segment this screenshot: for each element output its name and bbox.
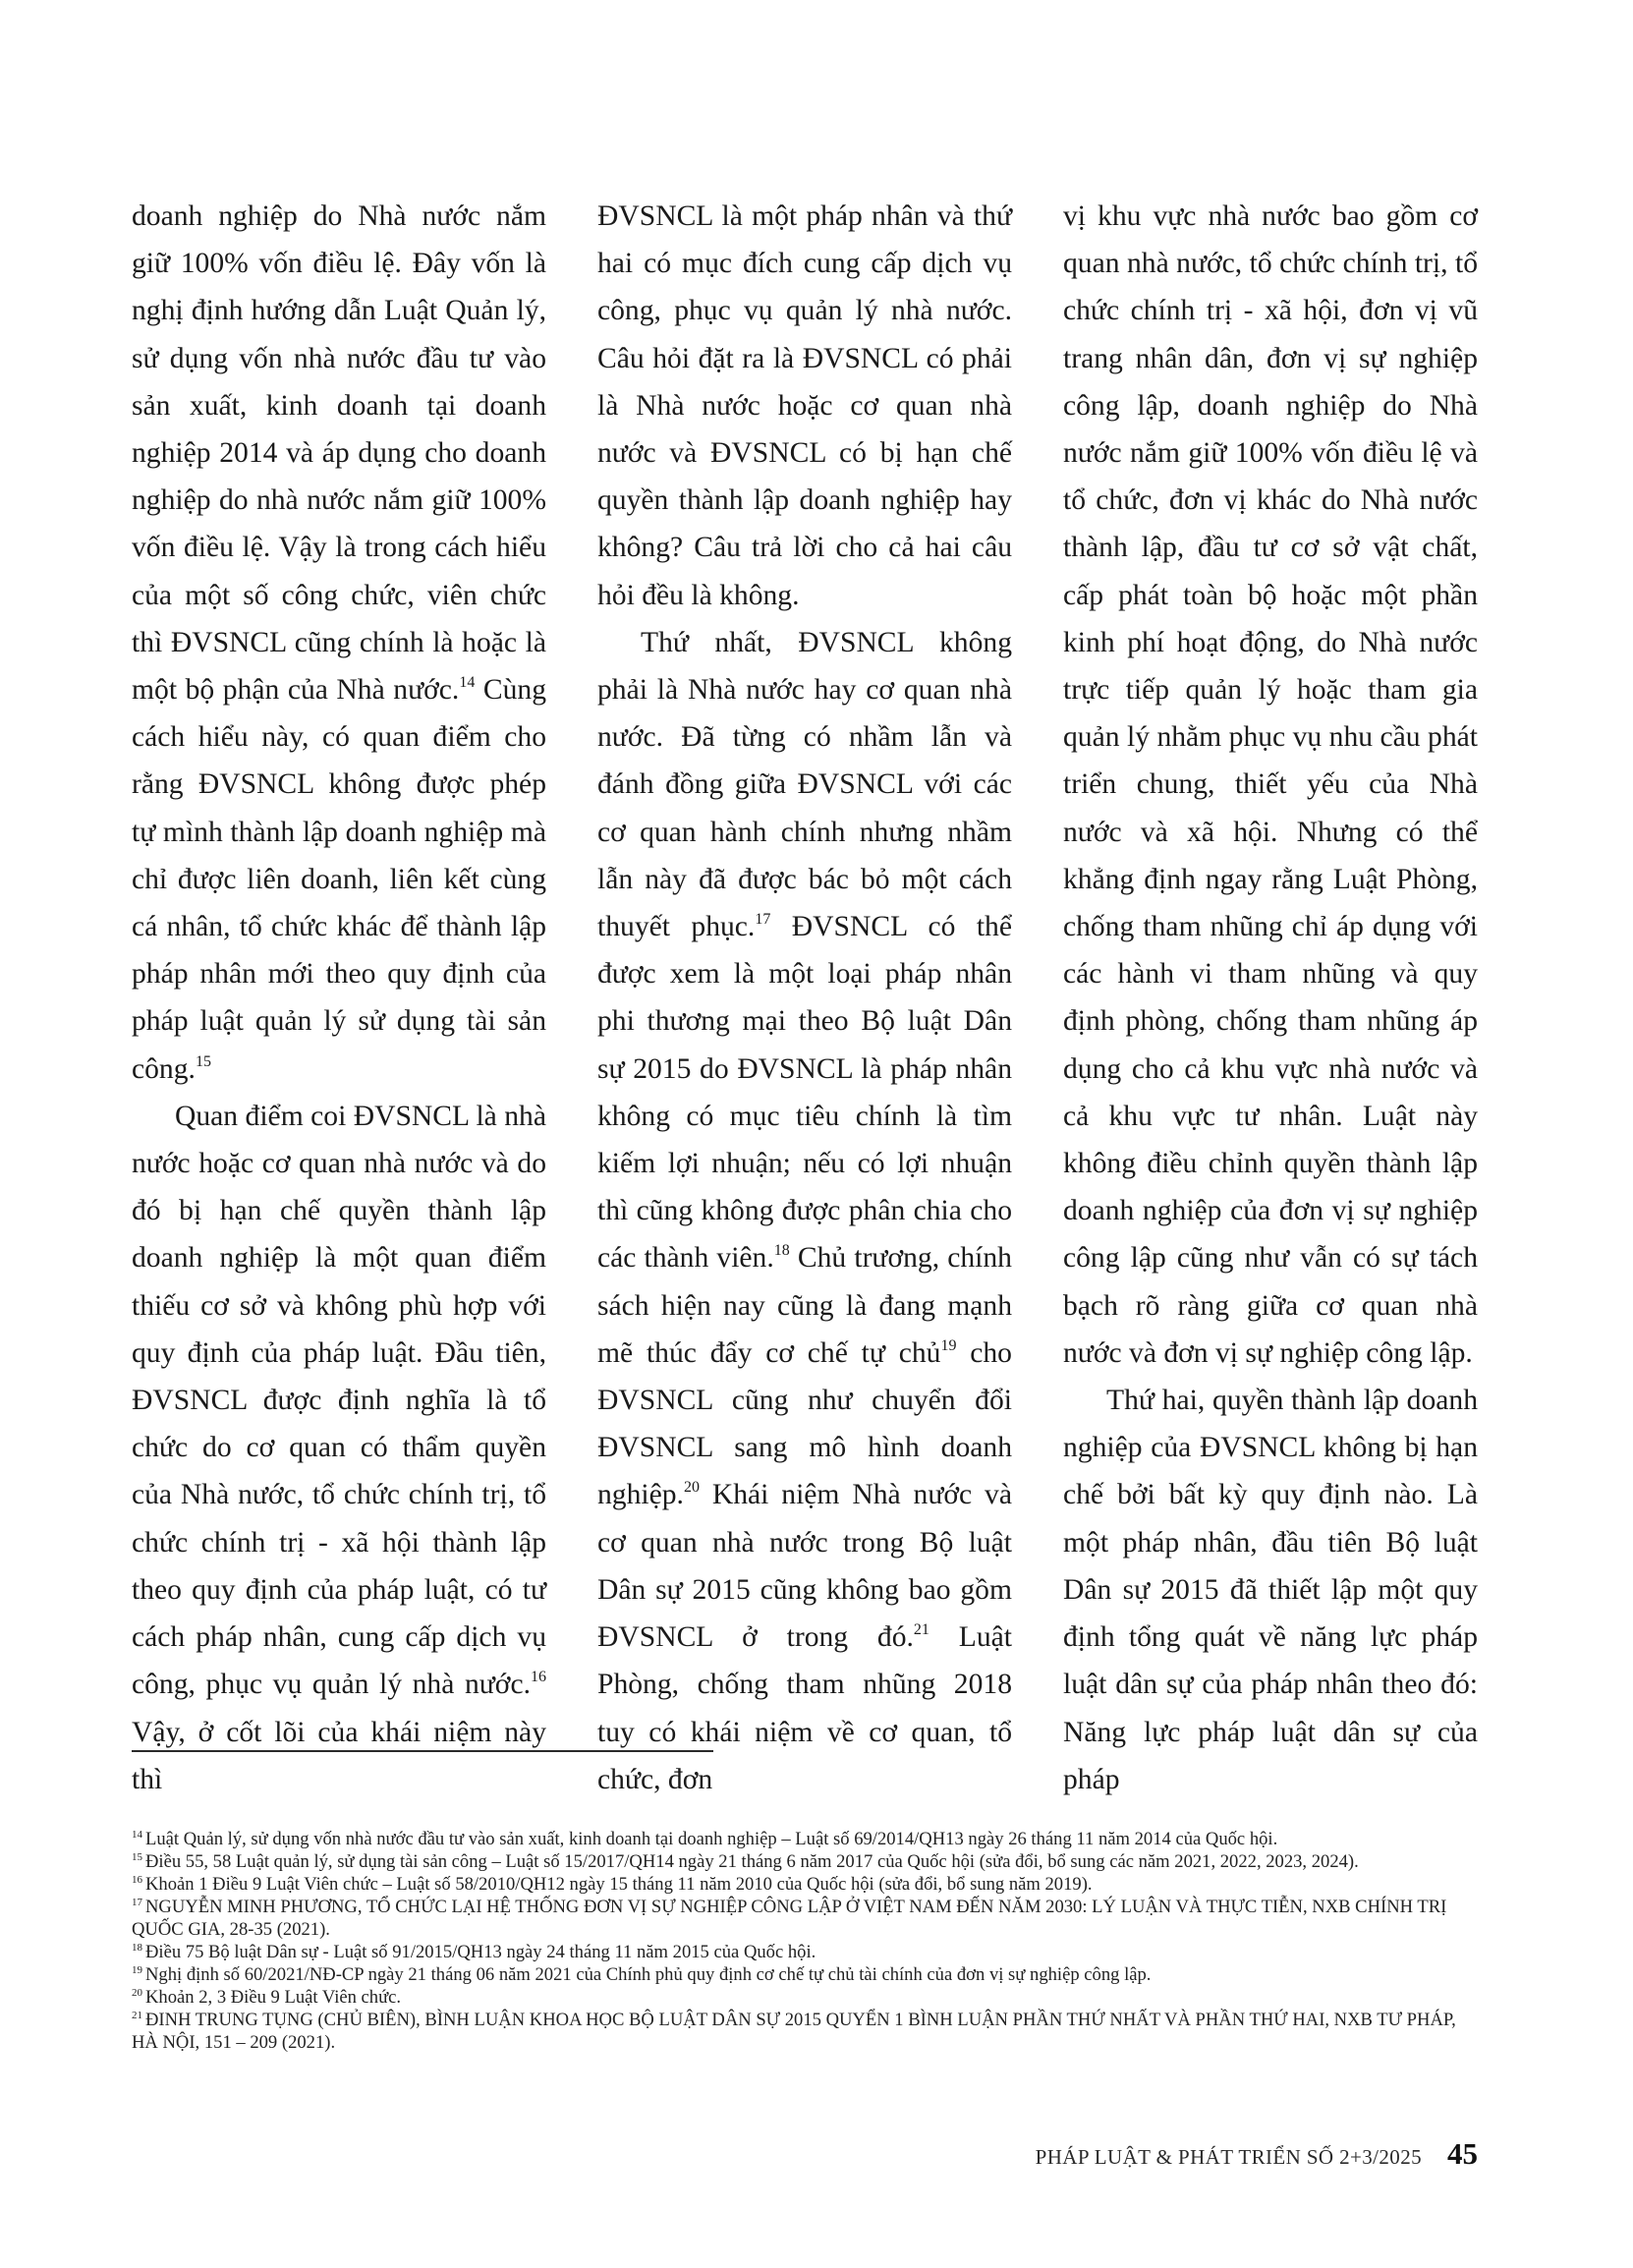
footnote-ref: 17 xyxy=(755,911,771,929)
page-number: 45 xyxy=(1447,2136,1478,2171)
footnote-text: Nghị định số 60/2021/NĐ-CP ngày 21 tháng 06 năm 2021 của Chính phủ quy định cơ chế tự chủ tài chính của đơn vị sự nghiệp công lập. xyxy=(145,1964,1152,1985)
text-column-1 xyxy=(132,193,546,1795)
paragraph-text: Luật Phòng, chống tham nhũng 2018 tuy có khái niệm về cơ quan, tổ chức, đơn xyxy=(597,1621,1012,1795)
paragraph-text: ĐVSNCL có thể được xem là một loại pháp nhân phi thương mại theo Bộ luật Dân sự 2015 do ĐVSNCL là pháp nhân không có mục tiêu chính là tìm kiếm lợi nhuận; nếu có lợi nhuận thì cũng không được phân chia cho các thành viên. xyxy=(597,911,1012,1275)
footnote xyxy=(132,1986,1478,2009)
footnote-ref: 16 xyxy=(531,1669,546,1686)
paragraph-text: cho ĐVSNCL cũng như chuyển đổi ĐVSNCL sang mô hình doanh nghiệp. xyxy=(597,1336,1012,1511)
footnote-number: 16 xyxy=(132,1874,142,1886)
footnote xyxy=(132,1850,1478,1873)
footnote xyxy=(132,2009,1478,2054)
footnote-ref: 15 xyxy=(195,1052,211,1070)
paragraph xyxy=(597,193,1012,619)
paragraph xyxy=(132,1093,546,1803)
paragraph xyxy=(1063,1377,1478,1803)
footnote-number: 14 xyxy=(132,1829,142,1841)
footnote-number: 15 xyxy=(132,1851,142,1863)
footnote-number: 21 xyxy=(132,2010,142,2021)
footnote-ref: 14 xyxy=(459,674,476,692)
footnote xyxy=(132,1873,1478,1896)
footnote-text: NGUYỄN MINH PHƯƠNG, TỔ CHỨC LẠI HỆ THỐNG ĐƠN VỊ SỰ NGHIỆP CÔNG LẬP Ở VIỆT NAM ĐẾN NĂM 2030: LÝ LUẬN VÀ THỰC TIỄN, NXB CHÍNH TRỊ QUỐC GIA, 28-35 (2021). xyxy=(132,1897,1447,1940)
paragraph-text: Thứ nhất, ĐVSNCL không phải là Nhà nước hay cơ quan nhà nước. Đã từng có nhầm lẫn và đánh đồng giữa ĐVSNCL với các cơ quan hành chính nhưng nhầm lẫn này đã được bác bỏ một cách thuyết phục. xyxy=(597,626,1012,943)
footnote-text: Khoản 2, 3 Điều 9 Luật Viên chức. xyxy=(145,1987,402,2008)
paragraph-text: Chủ trương, chính sách hiện nay cũng là đang mạnh mẽ thúc đẩy cơ chế tự chủ xyxy=(597,1242,1012,1369)
paragraph-text: doanh nghiệp do Nhà nước nắm giữ 100% vốn điều lệ. Đây vốn là nghị định hướng dẫn Luật Quản lý, sử dụng vốn nhà nước đầu tư vào sản xuất, kinh doanh tại doanh nghiệp 2014 và áp dụng cho doanh nghiệp do nhà nước nắm giữ 100% vốn điều lệ. Vậy là trong cách hiểu của một số công chức, viên chức thì ĐVSNCL cũng chính là hoặc là một bộ phận của Nhà nước. xyxy=(132,200,546,707)
page-footer xyxy=(1036,2136,1478,2172)
footnote-number: 18 xyxy=(132,1942,142,1954)
footnote-text: Khoản 1 Điều 9 Luật Viên chức – Luật số 58/2010/QH12 ngày 15 tháng 11 năm 2010 của Quốc hội (sửa đổi, bổ sung năm 2019). xyxy=(145,1874,1093,1895)
journal-title: PHÁP LUẬT & PHÁT TRIỂN SỐ 2+3/2025 xyxy=(1035,2145,1422,2169)
footnote-text: Điều 55, 58 Luật quản lý, sử dụng tài sản công – Luật số 15/2017/QH14 ngày 21 tháng 6 năm 2017 của Quốc hội (sửa đổi, bổ sung các năm 2021, 2022, 2023, 2024). xyxy=(145,1851,1359,1872)
footnote-ref: 21 xyxy=(913,1621,929,1639)
paragraph xyxy=(1063,193,1478,1377)
footnote-ref: 18 xyxy=(773,1242,790,1260)
paragraph xyxy=(132,193,546,1093)
footnotes xyxy=(132,1828,1478,2054)
footnote xyxy=(132,1828,1478,1850)
paragraph-text: ĐVSNCL là một pháp nhân và thứ hai có mục đích cung cấp dịch vụ công, phục vụ quản lý nhà nước. Câu hỏi đặt ra là ĐVSNCL có phải là Nhà nước hoặc cơ quan nhà nước và ĐVSNCL có bị hạn chế quyền thành lập doanh nghiệp hay không? Câu trả lời cho cả hai câu hỏi đều là không. xyxy=(597,200,1012,611)
text-column-3 xyxy=(1063,193,1478,1795)
footnote xyxy=(132,1941,1478,1963)
footnote-text: Điều 75 Bộ luật Dân sự - Luật số 91/2015/QH13 ngày 24 tháng 11 năm 2015 của Quốc hội. xyxy=(145,1942,816,1962)
paragraph-text: vị khu vực nhà nước bao gồm cơ quan nhà nước, tổ chức chính trị, tổ chức chính trị - xã hội, đơn vị vũ trang nhân dân, đơn vị sự nghiệp công lập, doanh nghiệp do Nhà nước nắm giữ 100% vốn điều lệ và tổ chức, đơn vị khác do Nhà nước thành lập, đầu tư cơ sở vật chất, cấp phát toàn bộ hoặc một phần kinh phí hoạt động, do Nhà nước trực tiếp quản lý hoặc tham gia quản lý nhằm phục vụ nhu cầu phát triển chung, thiết yếu của Nhà nước và xã hội. Nhưng có thể khẳng định ngay rằng Luật Phòng, chống tham nhũng chỉ áp dụng với các hành vi tham nhũng và quy định phòng, chống tham nhũng áp dụng cho cả khu vực nhà nước và cả khu vực tư nhân. Luật này không điều chỉnh quyền thành lập doanh nghiệp của đơn vị sự nghiệp công lập cũng như vẫn có sự tách bạch rõ ràng giữa cơ quan nhà nước và đơn vị sự nghiệp công lập. xyxy=(1063,200,1478,1369)
paragraph-text: Thứ hai, quyền thành lập doanh nghiệp của ĐVSNCL không bị hạn chế bởi bất kỳ quy định nào. Là một pháp nhân, đầu tiên Bộ luật Dân sự 2015 đã thiết lập một quy định tổng quát về năng lực pháp luật dân sự của pháp nhân theo đó: Năng lực pháp luật dân sự của pháp xyxy=(1063,1385,1478,1795)
paragraph-text: Cùng cách hiểu này, có quan điểm cho rằng ĐVSNCL không được phép tự mình thành lập doanh nghiệp mà chỉ được liên doanh, liên kết cùng cá nhân, tổ chức khác để thành lập pháp nhân mới theo quy định của pháp luật quản lý sử dụng tài sản công. xyxy=(132,674,546,1085)
footnote-ref: 20 xyxy=(683,1479,700,1497)
paragraph-text: Quan điểm coi ĐVSNCL là nhà nước hoặc cơ quan nhà nước và do đó bị hạn chế quyền thành lập doanh nghiệp là một quan điểm thiếu cơ sở và không phù hợp với quy định của pháp luật. Đầu tiên, ĐVSNCL được định nghĩa là tổ chức do cơ quan có thẩm quyền của Nhà nước, tổ chức chính trị, tổ chức chính trị - xã hội thành lập theo quy định của pháp luật, có tư cách pháp nhân, cung cấp dịch vụ công, phục vụ quản lý nhà nước. xyxy=(132,1100,546,1701)
footnote-text: ĐINH TRUNG TỤNG (CHỦ BIÊN), BÌNH LUẬN KHOA HỌC BỘ LUẬT DÂN SỰ 2015 QUYỂN 1 BÌNH LUẬN PHẦN THỨ NHẤT VÀ PHẦN THỨ HAI, NXB TƯ PHÁP, HÀ NỘI, 151 – 209 (2021). xyxy=(132,2010,1456,2053)
footnote xyxy=(132,1963,1478,1986)
footnote xyxy=(132,1896,1478,1941)
text-column-2 xyxy=(597,193,1012,1795)
paragraph xyxy=(597,619,1012,1803)
article-body xyxy=(132,193,1478,1795)
footnote-number: 17 xyxy=(132,1897,142,1908)
footnote-separator xyxy=(132,1750,713,1752)
footnote-text: Luật Quản lý, sử dụng vốn nhà nước đầu tư vào sản xuất, kinh doanh tại doanh nghiệp – Luật số 69/2014/QH13 ngày 26 tháng 11 năm 2014 của Quốc hội. xyxy=(145,1829,1278,1849)
footnote-number: 20 xyxy=(132,1987,142,1999)
footnote-ref: 19 xyxy=(940,1336,957,1354)
paragraph-text: Vậy, ở cốt lõi của khái niệm này thì xyxy=(132,1716,546,1795)
paragraph-text: Khái niệm Nhà nước và cơ quan nhà nước trong Bộ luật Dân sự 2015 cũng không bao gồm ĐVSNCL ở trong đó. xyxy=(597,1479,1012,1654)
footnote-number: 19 xyxy=(132,1964,142,1976)
